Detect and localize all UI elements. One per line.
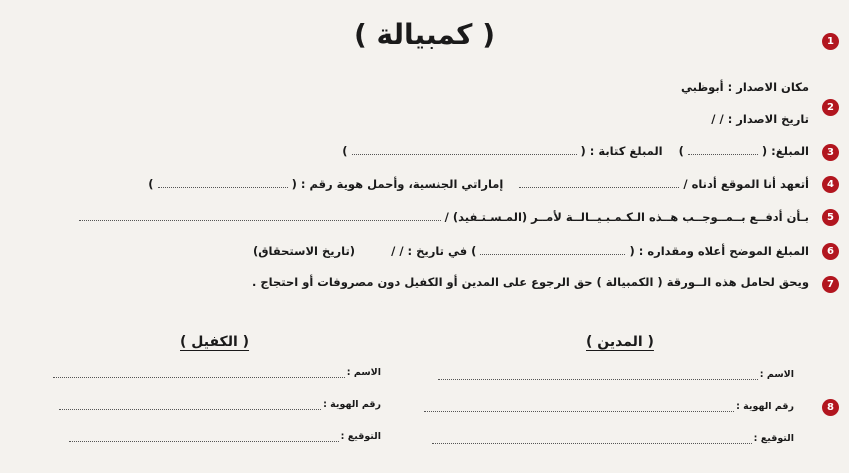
badge-4: 4: [822, 176, 839, 193]
undertaker-name-field[interactable]: [519, 178, 679, 188]
due-amount-field[interactable]: [480, 245, 625, 255]
debtor-sign-row: [432, 433, 794, 444]
badge-7: 7: [822, 276, 839, 293]
amount-words-close: ): [342, 144, 348, 158]
issue-place-text: مكان الاصدار : أبوظبي: [680, 80, 809, 94]
guarantor-sign-label: التوقيع :: [340, 431, 381, 442]
issue-place-line: [681, 80, 809, 94]
debtor-heading: ( المدين ): [586, 334, 654, 350]
amount-close: ): [678, 144, 684, 158]
guarantor-id-row: [59, 399, 381, 410]
undertake-line: [148, 177, 809, 191]
due-date-text: ) في تاريخ : / /: [391, 244, 477, 258]
debtor-id-row: [424, 401, 794, 412]
guarantor-name-field[interactable]: [53, 370, 345, 378]
guarantor-id-field[interactable]: [59, 402, 321, 410]
badge-5: 5: [822, 209, 839, 226]
holder-right-text: ويحق لحامل هذه الــورقة ( الكمبيالة ) حق الرجوع على المدين أو الكفيل دون مصروفات أو احتجاج .: [252, 275, 809, 289]
guarantor-name-row: [53, 367, 381, 378]
debtor-name-field[interactable]: [438, 372, 758, 380]
badge-8: 8: [822, 399, 839, 416]
amount-line: [342, 144, 809, 158]
badge-6: 6: [822, 243, 839, 260]
debtor-sign-label: التوقيع :: [753, 433, 794, 444]
issue-date-line: [711, 112, 809, 126]
guarantor-id-label: رقم الهوية :: [323, 399, 381, 410]
due-date-label: (تاريخ الاستحقاق): [253, 244, 356, 258]
guarantor-sign-row: [69, 431, 381, 442]
debtor-id-field[interactable]: [424, 404, 734, 412]
debtor-sign-field[interactable]: [432, 436, 752, 444]
issue-date-text: تاريخ الاصدار : / /: [711, 112, 809, 126]
debtor-id-label: رقم الهوية :: [736, 401, 794, 412]
badge-2: 2: [822, 99, 839, 116]
nationality-text: إماراتي الجنسية، وأحمل هوية رقم : (: [291, 177, 504, 191]
nationality-close: ): [148, 177, 154, 191]
badge-3: 3: [822, 144, 839, 161]
id-number-field[interactable]: [158, 178, 288, 188]
debtor-name-row: [438, 369, 794, 380]
holder-right-line: [252, 275, 809, 289]
badge-1: 1: [822, 33, 839, 50]
debtor-name-label: الاسم :: [759, 369, 794, 380]
due-line: [253, 244, 809, 258]
guarantor-sign-field[interactable]: [69, 434, 339, 442]
guarantor-heading: ( الكفيل ): [180, 334, 250, 350]
amount-words-field[interactable]: [352, 145, 577, 155]
pay-text: بـأن أدفــع بــمــوجــب هــذه الـكـمـبـيــالــة لأمــر (المـسـتـفيد) /: [444, 210, 809, 224]
amount-field[interactable]: [688, 145, 758, 155]
document-title: ( كمبيالة ): [353, 18, 495, 51]
amount-label: المبلغ: (: [761, 144, 809, 158]
pay-line: [79, 210, 809, 224]
due-amount-label: المبلغ الموضح أعلاه ومقداره : (: [629, 244, 809, 258]
beneficiary-field[interactable]: [79, 211, 441, 221]
undertake-text: أتعهد أنا الموقع أدناه /: [683, 177, 809, 191]
guarantor-name-label: الاسم :: [346, 367, 381, 378]
amount-words-label: المبلغ كتابة : (: [580, 144, 663, 158]
